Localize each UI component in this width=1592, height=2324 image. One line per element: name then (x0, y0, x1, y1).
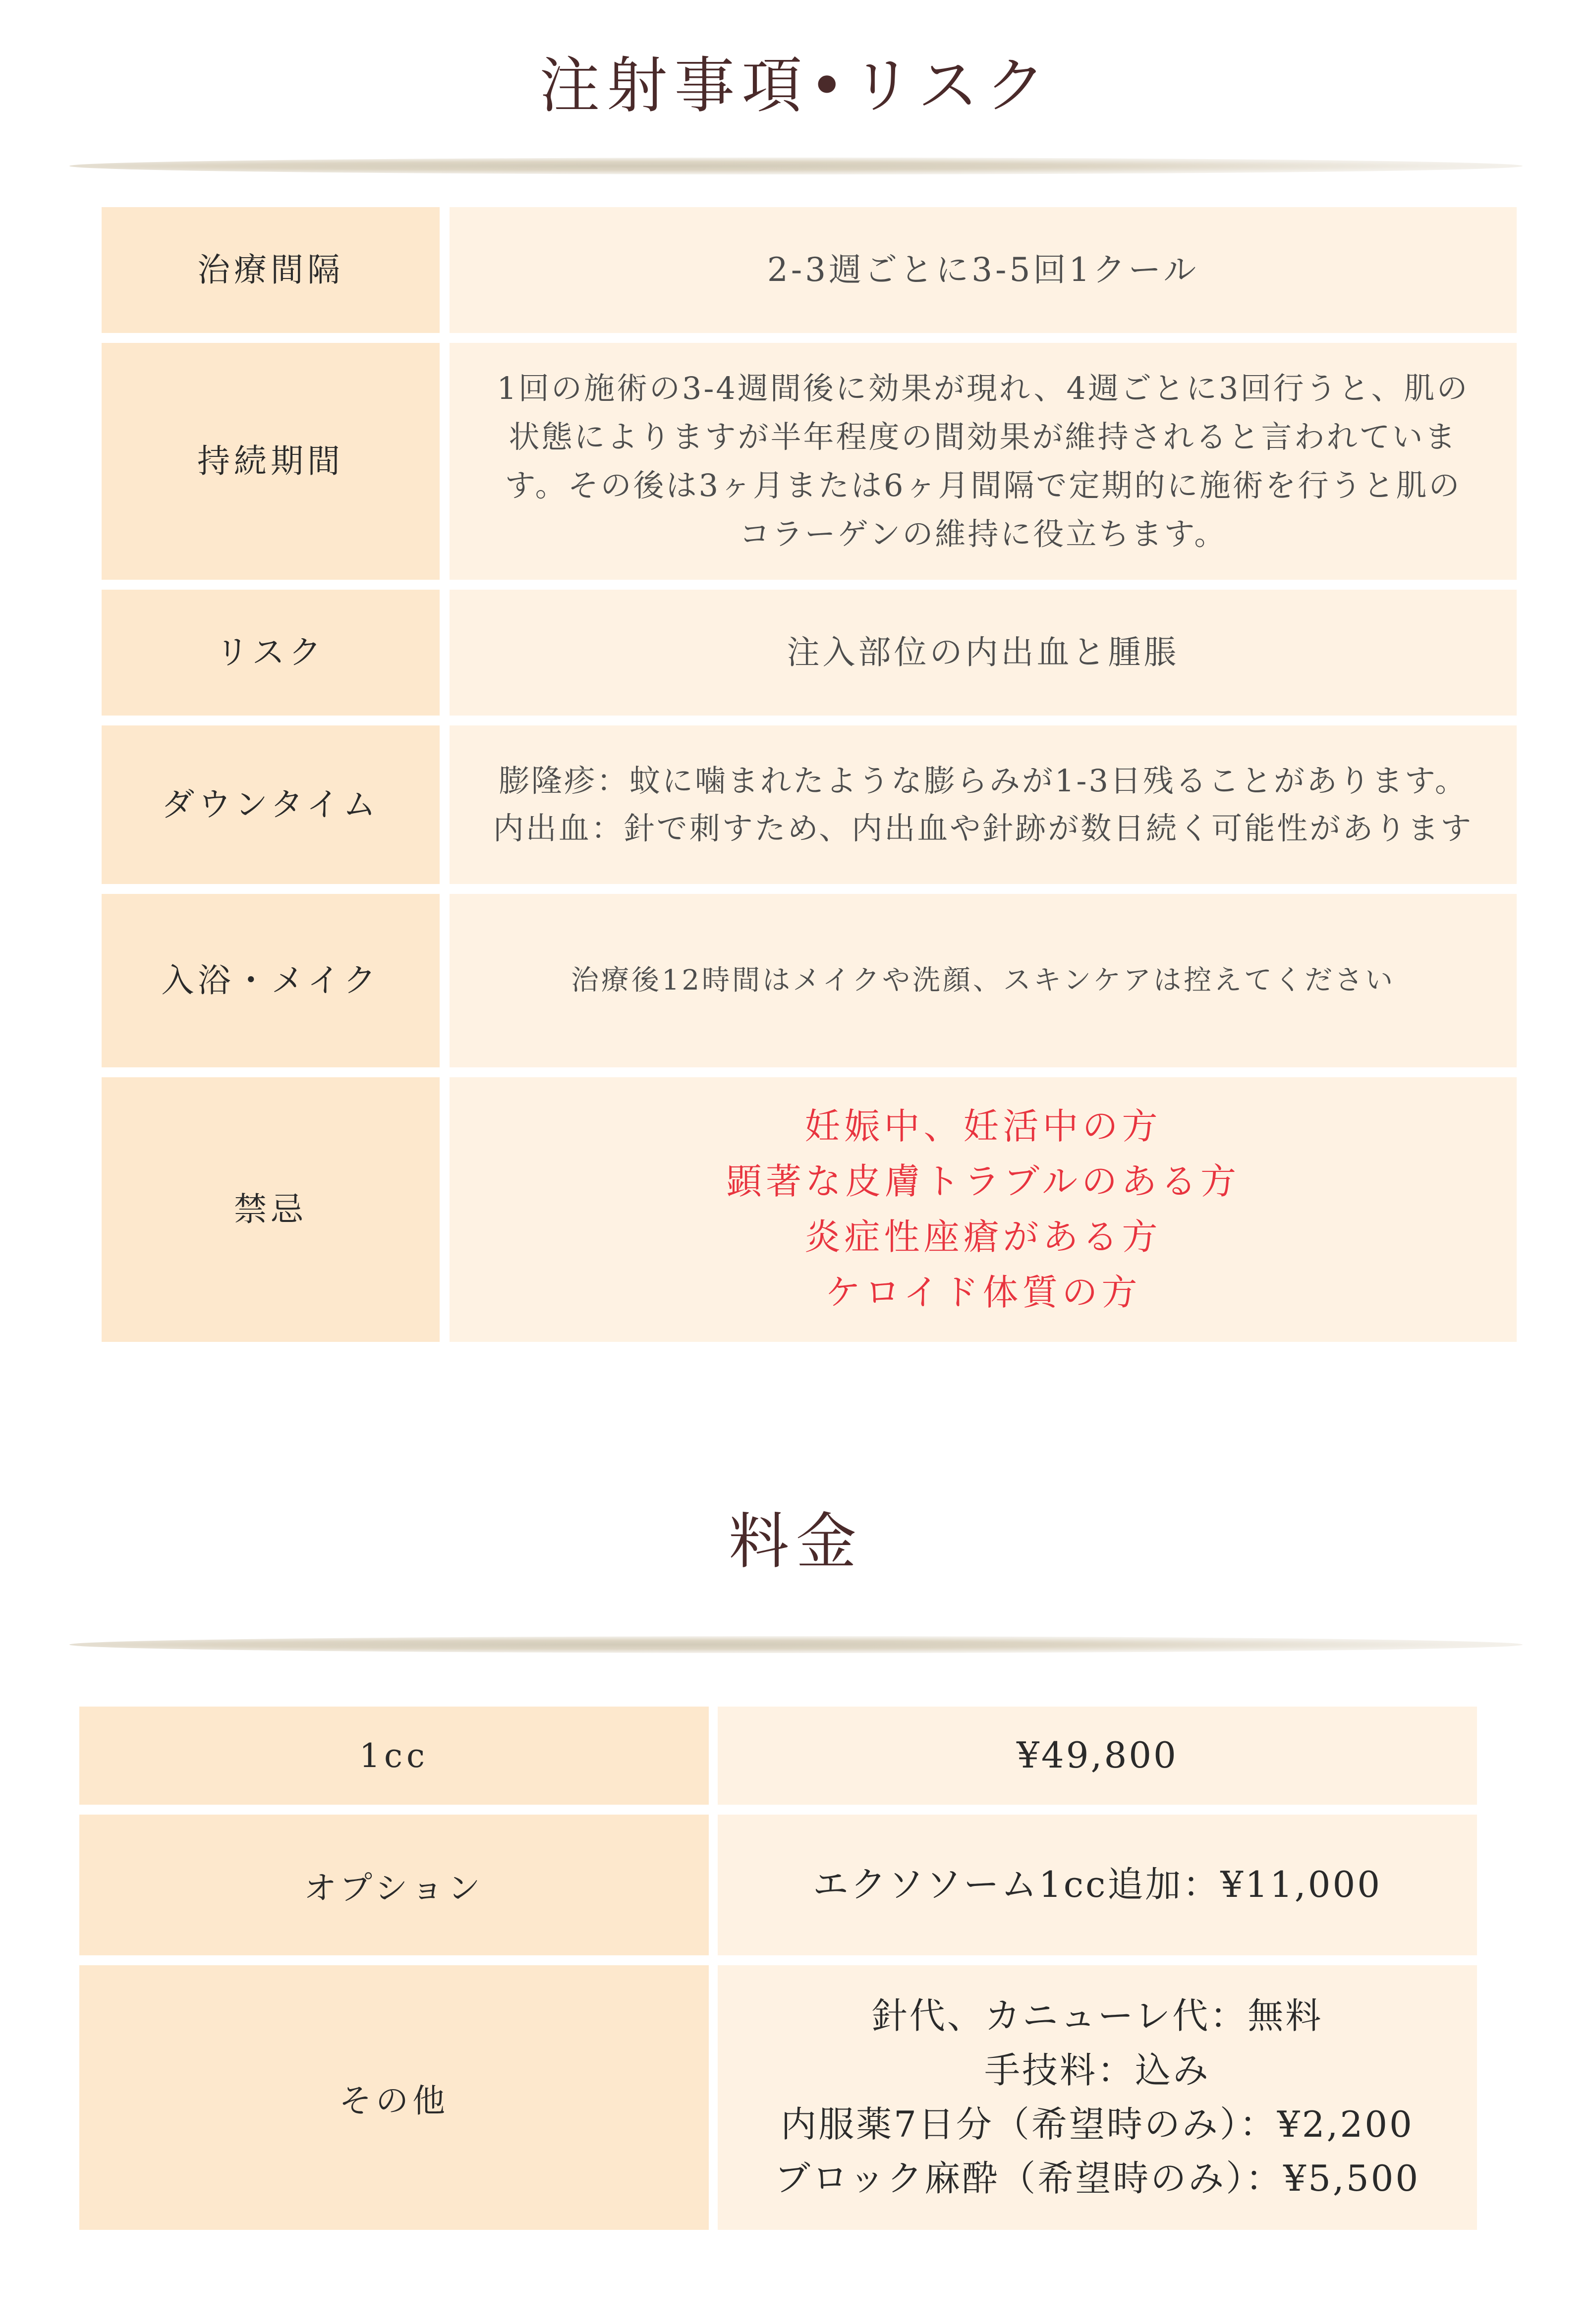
risk-section-divider (69, 158, 1523, 174)
risk-row-contraindication-label (102, 1077, 440, 1342)
risk-row-value: 注入部位の内出血と腫脹 (787, 633, 1180, 671)
risk-row-label: 禁忌 (234, 1190, 307, 1229)
risk-row-contraindication-value (450, 1077, 1517, 1342)
risk-row-duration-label (102, 343, 440, 580)
price-row-label: オプション (303, 1869, 485, 1907)
price-row-1cc-value (718, 1707, 1477, 1805)
contraindication-item: ケロイド体質の方 (825, 1271, 1141, 1313)
risk-row-value-line: 内出血：針で刺すため、内出血や針跡が数日続く可能性があります (493, 810, 1474, 846)
price-row-label: その他 (339, 2081, 449, 2120)
risk-row-value-line: 状態によりますが半年程度の間効果が維持されると言われていま (509, 419, 1458, 455)
price-other-item: 手技料：込み (984, 2049, 1210, 2091)
risk-row-value: 2-3週ごとに3-5回1クール (767, 250, 1199, 289)
risk-row-value-line: コラーゲンの維持に役立ちます。 (739, 515, 1227, 552)
risk-row-label: ダウンタイム (161, 785, 380, 824)
risk-row-value-line: 膨隆疹：蚊に噛まれたような膨らみが1-3日残ることがあります。 (499, 762, 1468, 799)
risk-row-label: 持続期間 (197, 442, 344, 481)
risk-row-bath-makeup-label (102, 894, 440, 1067)
contraindication-item: 妊娠中、妊活中の方 (804, 1105, 1162, 1147)
risk-row-label: 入浴・メイク (161, 961, 380, 1000)
price-row-option-value (718, 1815, 1477, 1955)
risk-row-risk-value (450, 590, 1517, 716)
price-row-1cc-label (79, 1707, 709, 1805)
price-row-option-label (79, 1815, 709, 1955)
contraindication-item: 顕著な皮膚トラブルのある方 (726, 1161, 1241, 1203)
price-other-item: 内服薬7日分（希望時のみ）：¥2,200 (781, 2103, 1414, 2145)
price-row-other-value (718, 1965, 1477, 2230)
price-other-item: ブロック麻酔（希望時のみ）：¥5,500 (774, 2158, 1421, 2200)
risk-row-value: 治療後12時間はメイクや洗顔、スキンケアは控えてください (570, 964, 1396, 996)
risk-row-label: リスク (216, 633, 326, 672)
risk-row-downtime-label (102, 725, 440, 884)
price-section-title: 料金 (729, 1506, 863, 1577)
risk-row-value-line: 1回の施術の3-4週間後に効果が現れ、4週ごとに3回行うと、肌の (497, 370, 1470, 407)
price-row-other-label (79, 1965, 709, 2230)
price-row-label: 1cc (359, 1736, 429, 1775)
risk-row-value-line: す。その後は3ヶ月または6ヶ月間隔で定期的に施術を行うと肌の (505, 467, 1462, 503)
price-row-value: エクソソーム1cc追加：¥11,000 (812, 1864, 1382, 1906)
price-other-item: 針代、カニューレ代：無料 (871, 1995, 1323, 2037)
risk-row-label: 治療間隔 (197, 251, 344, 289)
price-section-divider (69, 1636, 1523, 1653)
risk-row-risk-label (102, 590, 440, 716)
risk-row-duration-value (450, 343, 1517, 580)
risk-row-downtime-value (450, 725, 1517, 884)
risk-row-bath-makeup-value (450, 894, 1517, 1067)
risk-row-interval-label (102, 207, 440, 333)
risk-row-interval-value (450, 207, 1517, 333)
price-row-value: ¥49,800 (1017, 1734, 1178, 1776)
risk-section-title: 注射事項•リスク (539, 51, 1053, 121)
contraindication-item: 炎症性座瘡がある方 (804, 1216, 1162, 1258)
